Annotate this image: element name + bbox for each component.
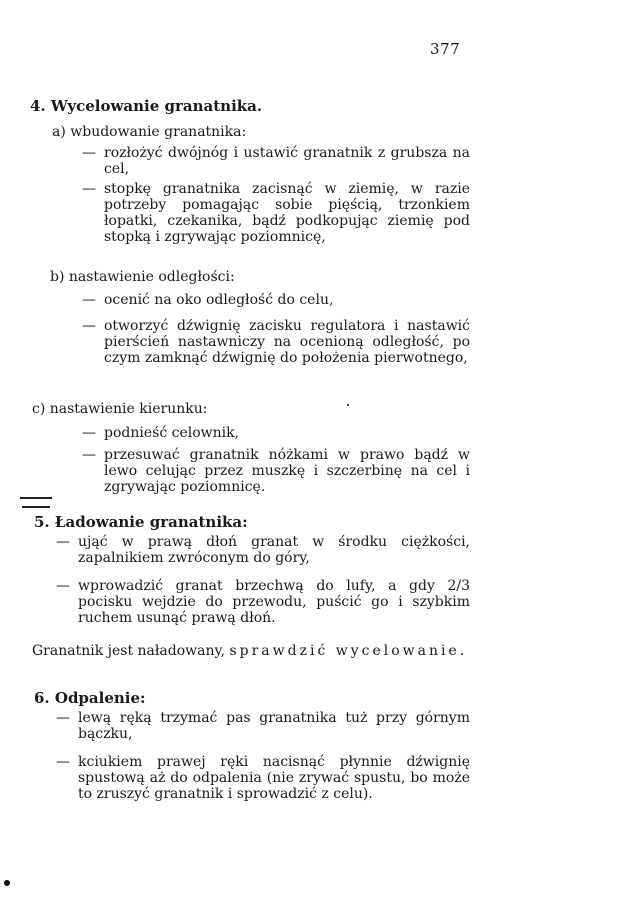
dash-marker: — — [82, 425, 96, 441]
subsection-b-label: b) nastawienie odległości: — [50, 269, 235, 285]
subsection-a-label: a) wbudowanie granatnika: — [52, 124, 247, 140]
page-number: 377 — [430, 40, 461, 58]
dash-marker: — — [82, 181, 96, 197]
scan-speck — [347, 404, 349, 406]
list-item — [82, 292, 470, 308]
dash-marker: — — [82, 292, 96, 308]
list-item-text: przesuwać granatnik nóżkami w prawo bądź w lewo celując przez muszkę i szczerbinę na cel i zgrywając poziomnicę. — [104, 447, 470, 495]
list-item-text: wprowadzić granat brzechwą do lufy, a gdy 2/3 pocisku wejdzie do przewodu, puścić go i szybkim ruchem usunąć prawą dłoń. — [78, 578, 470, 626]
list-item — [56, 578, 470, 626]
list-item — [56, 710, 470, 742]
section-4-heading: 4. Wycelowanie granatnika. — [30, 97, 263, 115]
section-6-heading: 6. Odpalenie: — [34, 689, 146, 707]
list-item — [82, 425, 470, 441]
list-item-text: ocenić na oko odległość do celu, — [104, 292, 334, 308]
list-item-text: stopkę granatnika zacisnąć w ziemię, w razie potrzeby pomagając sobie pięścią, trzonkiem łopatki, czekanika, bądź podkopując ziemię pod stopką i zgrywając poziomnicę, — [104, 181, 470, 245]
list-item — [82, 447, 470, 495]
list-item — [56, 754, 470, 802]
list-item — [82, 145, 470, 177]
list-item-text: lewą ręką trzymać pas granatnika tuż przy górnym bączku, — [78, 710, 470, 742]
dash-marker: — — [82, 145, 96, 161]
list-item-text: kciukiem prawej ręki nacisnąć płynnie dźwignię spustową aż do odpalenia (nie zrywać spustu, bo może to zruszyć granatnik i sprowadzić z celu). — [78, 754, 470, 802]
margin-mark — [22, 506, 50, 508]
section-5-heading: 5. Ładowanie granatnika: — [34, 513, 248, 531]
check-aim-emphasis: sprawdzić wycelowanie. — [229, 643, 468, 659]
dash-marker: — — [82, 318, 96, 334]
list-item-text: rozłożyć dwójnóg i ustawić granatnik z grubsza na cel, — [104, 145, 470, 177]
loaded-note — [32, 643, 470, 660]
dash-marker: — — [56, 754, 70, 770]
list-item-text: otworzyć dźwignię zacisku regulatora i nastawić pierścień nastawniczy na ocenioną odległość, po czym zamknąć dźwignię do położenia pierwotnego, — [104, 318, 470, 366]
list-item — [82, 181, 470, 245]
list-item — [82, 318, 470, 366]
dash-marker: — — [56, 710, 70, 726]
list-item-text: podnieść celownik, — [104, 425, 240, 441]
dash-marker: — — [56, 578, 70, 594]
subsection-c-label: c) nastawienie kierunku: — [32, 401, 208, 417]
list-item — [56, 534, 470, 566]
scan-speck — [4, 880, 10, 886]
list-item-text: ująć w prawą dłoń granat w środku ciężkości, zapalnikiem zwróconym do góry, — [78, 534, 470, 566]
dash-marker: — — [56, 534, 70, 550]
dash-marker: — — [82, 447, 96, 463]
loaded-note-text: Granatnik jest naładowany, — [32, 643, 226, 659]
margin-mark — [20, 497, 52, 499]
